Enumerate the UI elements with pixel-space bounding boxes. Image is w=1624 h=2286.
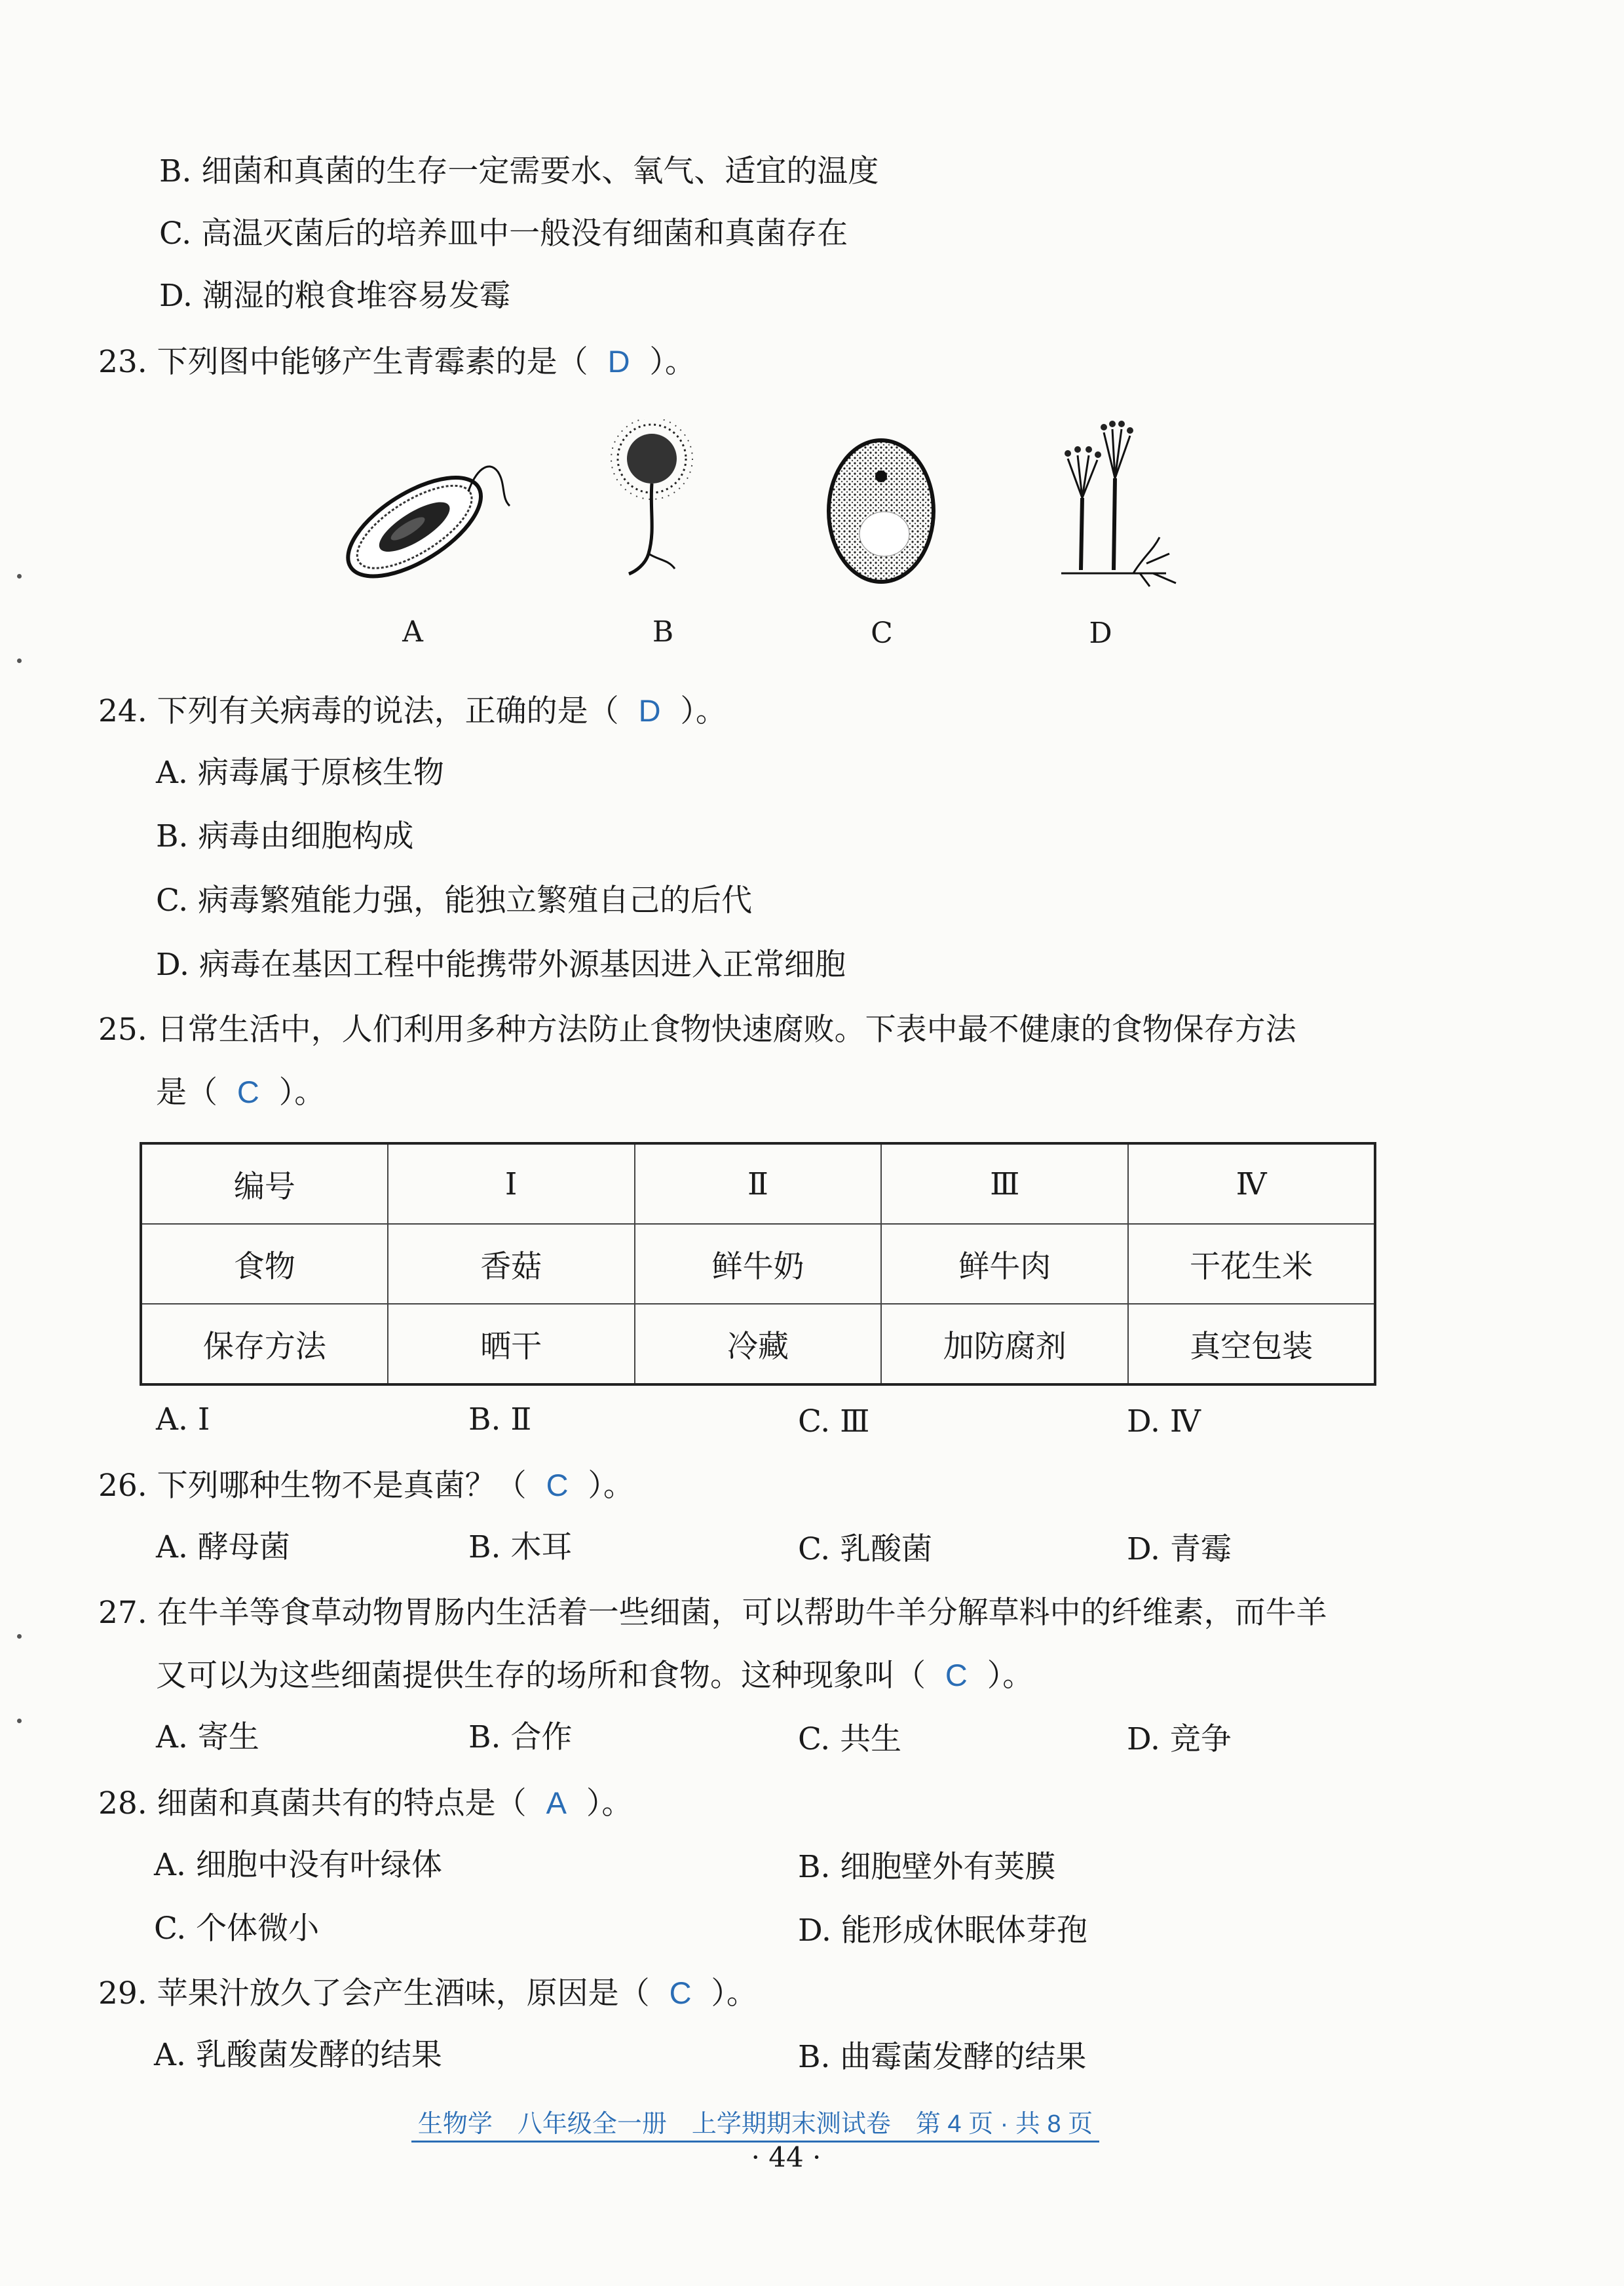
table-cell: Ⅲ [881,1143,1128,1224]
q27-stem-line1: 27. 在牛羊等食草动物胃肠内生活着一些细菌，可以帮助牛羊分解草料中的纤维素，而牛羊 [98,1595,1327,1631]
footer-title: 生物学 八年级全一册 上学期期末测试卷 第 4 页 · 共 8 页 [411,2110,1099,2143]
q23-text-after: ）。 [649,344,696,380]
q28-stem [98,1783,632,1823]
q24-stem [98,691,727,731]
q27-text: 又可以为这些细菌提供生存的场所和食物。这种现象叫（ [156,1658,926,1694]
table-cell: 香菇 [388,1224,635,1304]
q29-text-after: ）。 [711,1975,757,2011]
fig-label-d: D [1089,617,1112,650]
margin-dot [17,1719,22,1723]
q25-option-d: D. Ⅳ [1127,1403,1201,1439]
q26-answer: C [546,1468,569,1502]
page-number: · 44 · [751,2141,821,2173]
q26-stem [98,1466,634,1506]
q28-option-d: D. 能形成休眠体芽孢 [798,1913,1087,1949]
food-storage-table [140,1142,1376,1386]
q22-option-b: B. 细菌和真菌的生存一定需要水、氧气、适宜的温度 [159,153,879,189]
fig-label-b: B [652,615,674,649]
q27-answer: C [945,1658,968,1692]
q25-stem-line1: 25. 日常生活中，人们利用多种方法防止食物快速腐败。下表中最不健康的食物保存方法 [98,1012,1296,1048]
q26-option-b: B. 木耳 [468,1529,573,1565]
q26-option-a: A. 酵母菌 [156,1529,290,1565]
table-row [141,1143,1375,1224]
table-cell: 冷藏 [635,1304,882,1384]
penicillium-figure [1042,419,1186,590]
table-cell: 晒干 [388,1304,635,1384]
margin-dot [17,1634,22,1639]
q29-option-a: A. 乳酸菌发酵的结果 [154,2037,442,2073]
q25-option-b: B. Ⅱ [468,1401,532,1438]
q27-text-after: ）。 [987,1658,1034,1694]
q28-text: 28. 细菌和真菌共有的特点是（ [98,1785,527,1821]
q28-option-b: B. 细胞壁外有荚膜 [798,1849,1056,1885]
q22-option-c: C. 高温灭菌后的培养皿中一般没有细菌和真菌存在 [159,216,848,252]
q25-answer: C [236,1075,259,1109]
q23-stem [98,342,696,382]
q29-option-b: B. 曲霉菌发酵的结果 [798,2039,1087,2075]
table-cell: 保存方法 [141,1304,388,1384]
q29-answer: C [669,1975,692,2010]
q24-text: 24. 下列有关病毒的说法，正确的是（ [98,693,619,729]
q25-option-c: C. Ⅲ [798,1403,870,1439]
q29-stem [98,1973,757,2013]
q23-text: 23. 下列图中能够产生青霉素的是（ [98,344,588,380]
q24-answer: D [638,693,661,728]
q28-option-c: C. 个体微小 [154,1911,320,1947]
table-cell: 加防腐剂 [881,1304,1128,1384]
table-cell: Ⅱ [635,1143,882,1224]
q25-text-after: ）。 [278,1075,326,1111]
q28-text-after: ）。 [586,1785,633,1821]
q26-option-d: D. 青霉 [1127,1531,1232,1567]
q26-text-after: ）。 [588,1468,634,1504]
q28-option-a: A. 细胞中没有叶绿体 [154,1847,442,1883]
table-cell: 真空包装 [1128,1304,1375,1384]
q27-stem-line2 [156,1656,1033,1696]
q25-option-a: A. Ⅰ [156,1401,210,1438]
q26-option-c: C. 乳酸菌 [798,1531,933,1567]
q24-option-b: B. 病毒由细胞构成 [156,818,414,854]
q27-option-d: D. 竞争 [1127,1721,1232,1757]
aspergillus-figure [603,419,701,583]
q26-text: 26. 下列哪种生物不是真菌？（ [98,1468,527,1504]
fig-label-c: C [871,617,893,650]
q27-option-c: C. 共生 [798,1721,902,1757]
bacterium-figure [334,446,511,583]
margin-dot [17,574,22,579]
table-row [141,1224,1375,1304]
q29-text: 29. 苹果汁放久了会产生酒味，原因是（ [98,1975,650,2011]
table-cell: 鲜牛肉 [881,1224,1128,1304]
table-cell: 干花生米 [1128,1224,1375,1304]
q28-answer: A [546,1785,567,1820]
q24-option-a: A. 病毒属于原核生物 [156,755,444,791]
yeast-figure [822,436,940,586]
fig-label-a: A [402,615,423,649]
q25-stem-line2 [156,1073,325,1113]
q23-answer: D [607,344,630,379]
q25-text: 是（ [156,1075,217,1111]
q27-option-b: B. 合作 [468,1719,573,1755]
page-footer [402,2103,1109,2139]
q24-text-after: ）。 [680,693,727,729]
q27-option-a: A. 寄生 [156,1719,259,1755]
table-cell: 食物 [141,1224,388,1304]
margin-dot [17,658,22,663]
table-cell: 编号 [141,1143,388,1224]
q24-option-c: C. 病毒繁殖能力强，能独立繁殖自己的后代 [156,883,753,919]
table-cell: Ⅳ [1128,1143,1375,1224]
table-row [141,1304,1375,1384]
q24-option-d: D. 病毒在基因工程中能携带外源基因进入正常细胞 [156,947,846,983]
q22-option-d: D. 潮湿的粮食堆容易发霉 [159,278,510,314]
table-cell: Ⅰ [388,1143,635,1224]
table-cell: 鲜牛奶 [635,1224,882,1304]
